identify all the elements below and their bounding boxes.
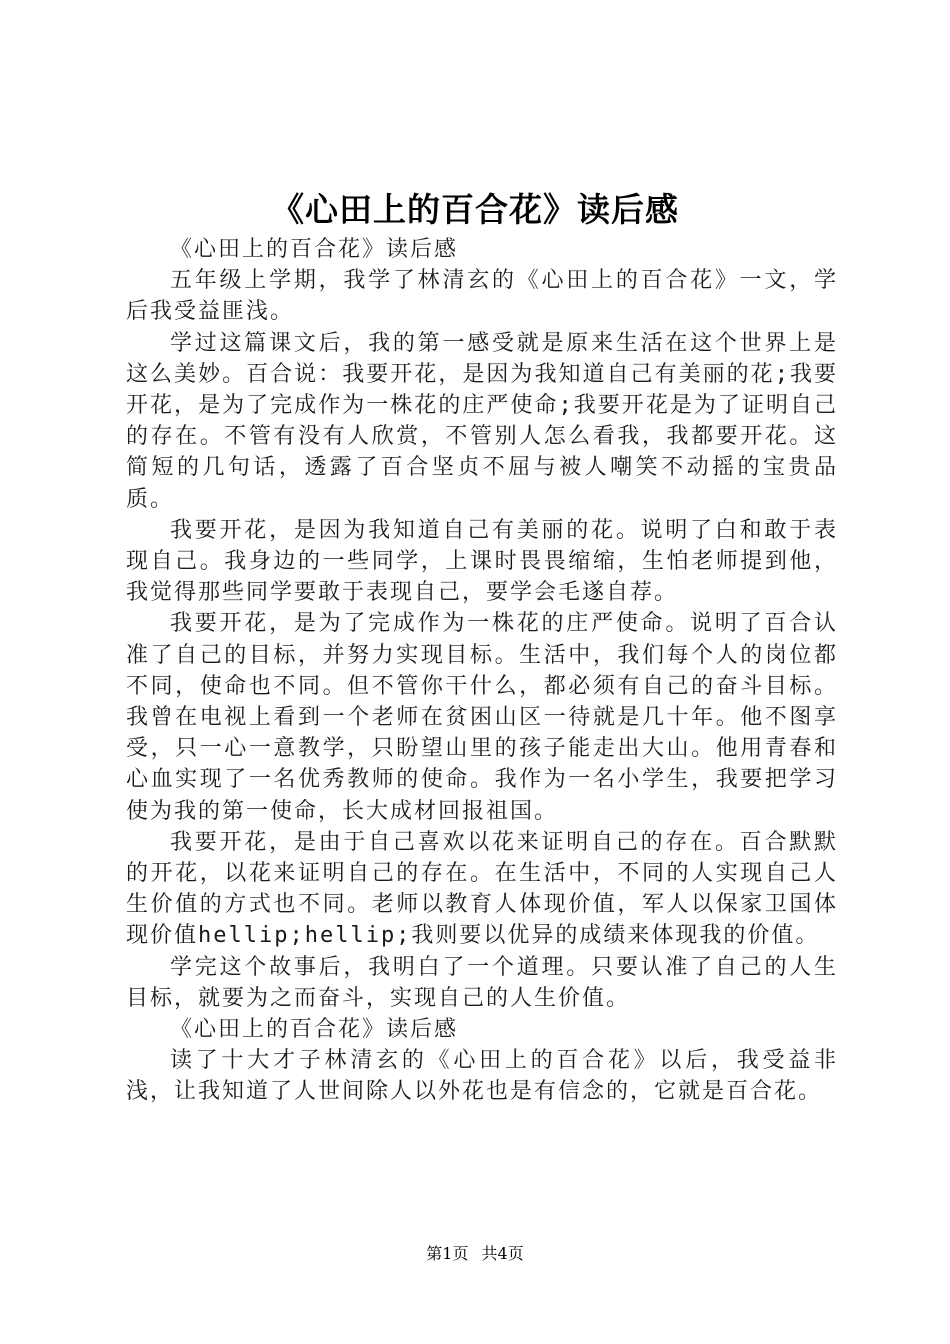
document-title: 《心田上的百合花》读后感 xyxy=(271,190,679,229)
paragraph: 学过这篇课文后，我的第一感受就是原来生活在这个世界上是这么美妙。百合说：我要开花，是因为我知道自己有美丽的花;我要开花，是为了完成作为一株花的庄严使命;我要开花是为了证明自己的存在。不管有没有人欣赏，不管别人怎么看我，我都要开花。这简短的几句话，透露了百合坚贞不屈与被人嘲笑不动摇的宝贵品质。 xyxy=(126,330,838,512)
paragraph: 《心田上的百合花》读后感 xyxy=(170,237,459,262)
paragraph: 五年级上学期，我学了林清玄的《心田上的百合花》一文，学后我受益匪浅。 xyxy=(126,268,838,325)
paragraph: 读了十大才子林清玄的《心田上的百合花》以后，我受益非浅，让我知道了人世间除人以外花也是有信念的，它就是百合花。 xyxy=(126,1048,838,1105)
paragraph: 学完这个故事后，我明白了一个道理。只要认准了自己的人生目标，就要为之而奋斗，实现自己的人生价值。 xyxy=(126,954,838,1011)
page-footer xyxy=(0,1242,950,1266)
paragraph: 我要开花，是因为我知道自己有美丽的花。说明了白和敢于表现自己。我身边的一些同学，上课时畏畏缩缩，生怕老师提到他，我觉得那些同学要敢于表现自己，要学会毛遂自荐。 xyxy=(126,517,838,606)
paragraph: 《心田上的百合花》读后感 xyxy=(170,1017,459,1043)
page-number: 第1页 xyxy=(426,1244,469,1263)
document-body xyxy=(126,234,838,1108)
page-total: 共4页 xyxy=(481,1244,524,1263)
paragraph: 我要开花，是为了完成作为一株花的庄严使命。说明了百合认准了自己的目标，并努力实现目标。生活中，我们每个人的岗位都不同，使命也不同。但不管你干什么，都必须有自己的奋斗目标。我曾在电视上看到一个老师在贫困山区一待就是几十年。他不图享受，只一心一意教学，只盼望山里的孩子能走出大山。他用青春和心血实现了一名优秀教师的使命。我作为一名小学生，我要把学习使为我的第一使命，长大成材回报祖国。 xyxy=(126,611,838,824)
paragraph: 我要开花，是由于自己喜欢以花来证明自己的存在。百合默默的开花，以花来证明自己的存在。在生活中，不同的人实现自己人生价值的方式也不同。老师以教育人体现价值，军人以保家卫国体现价值hellip;hellip;我则要以优异的成绩来体现我的价值。 xyxy=(126,829,838,949)
